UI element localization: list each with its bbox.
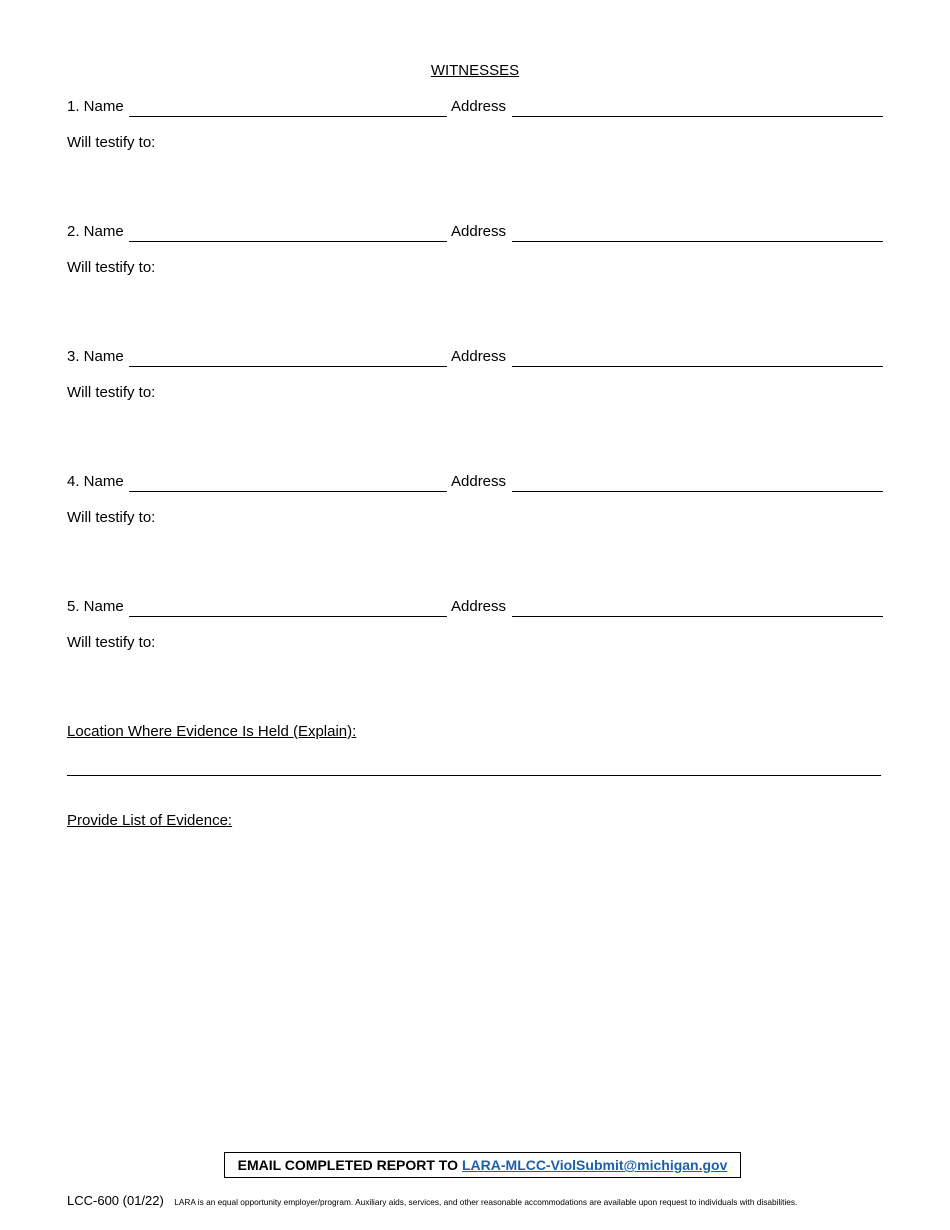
- witness-1-address-field[interactable]: [512, 116, 883, 117]
- witness-3-testify-label: Will testify to:: [67, 384, 156, 401]
- evidence-list-heading: Provide List of Evidence:: [67, 812, 233, 829]
- witness-2-address-field[interactable]: [512, 241, 883, 242]
- witness-5-name-field[interactable]: [129, 616, 447, 617]
- witness-4-address-field[interactable]: [512, 491, 883, 492]
- witness-2-name-field[interactable]: [129, 241, 447, 242]
- witness-2-address-label: Address: [451, 223, 507, 240]
- page-title: WITNESSES: [430, 62, 520, 79]
- footer: [67, 1192, 897, 1210]
- witness-5-address-field[interactable]: [512, 616, 883, 617]
- witness-4-name-label: 4. Name: [67, 473, 124, 490]
- email-instruction-text: EMAIL COMPLETED REPORT TO: [237, 1157, 458, 1173]
- evidence-location-heading: Location Where Evidence Is Held (Explain):: [67, 723, 357, 740]
- witness-3-name-label: 3. Name: [67, 348, 124, 365]
- witness-5-name-label: 5. Name: [67, 598, 124, 615]
- witness-row-1: [67, 98, 883, 122]
- witness-2-name-label: 2. Name: [67, 223, 124, 240]
- witness-1-address-label: Address: [451, 98, 507, 115]
- witness-1-name-label: 1. Name: [67, 98, 124, 115]
- witness-4-testify-label: Will testify to:: [67, 509, 156, 526]
- form-number: LCC-600 (01/22): [67, 1193, 164, 1208]
- witness-row-4: [67, 473, 883, 497]
- witness-row-5: [67, 598, 883, 622]
- witness-row-2: [67, 223, 883, 247]
- witness-3-address-label: Address: [451, 348, 507, 365]
- witness-4-name-field[interactable]: [129, 491, 447, 492]
- witness-3-address-field[interactable]: [512, 366, 883, 367]
- witness-1-testify-label: Will testify to:: [67, 134, 156, 151]
- evidence-location-field[interactable]: [67, 775, 881, 776]
- witness-row-3: [67, 348, 883, 372]
- witness-1-name-field[interactable]: [129, 116, 447, 117]
- witness-5-address-label: Address: [451, 598, 507, 615]
- witness-3-name-field[interactable]: [129, 366, 447, 367]
- witness-2-testify-label: Will testify to:: [67, 259, 156, 276]
- witness-5-testify-label: Will testify to:: [67, 634, 156, 651]
- witness-4-address-label: Address: [451, 473, 507, 490]
- disclaimer: LARA is an equal opportunity employer/program. Auxiliary aids, services, and other reasonable accommodations are available upon request to individuals with disabilities.: [174, 1197, 798, 1207]
- email-link[interactable]: LARA-MLCC-ViolSubmit@michigan.gov: [462, 1157, 728, 1173]
- email-instruction-box: [224, 1152, 741, 1178]
